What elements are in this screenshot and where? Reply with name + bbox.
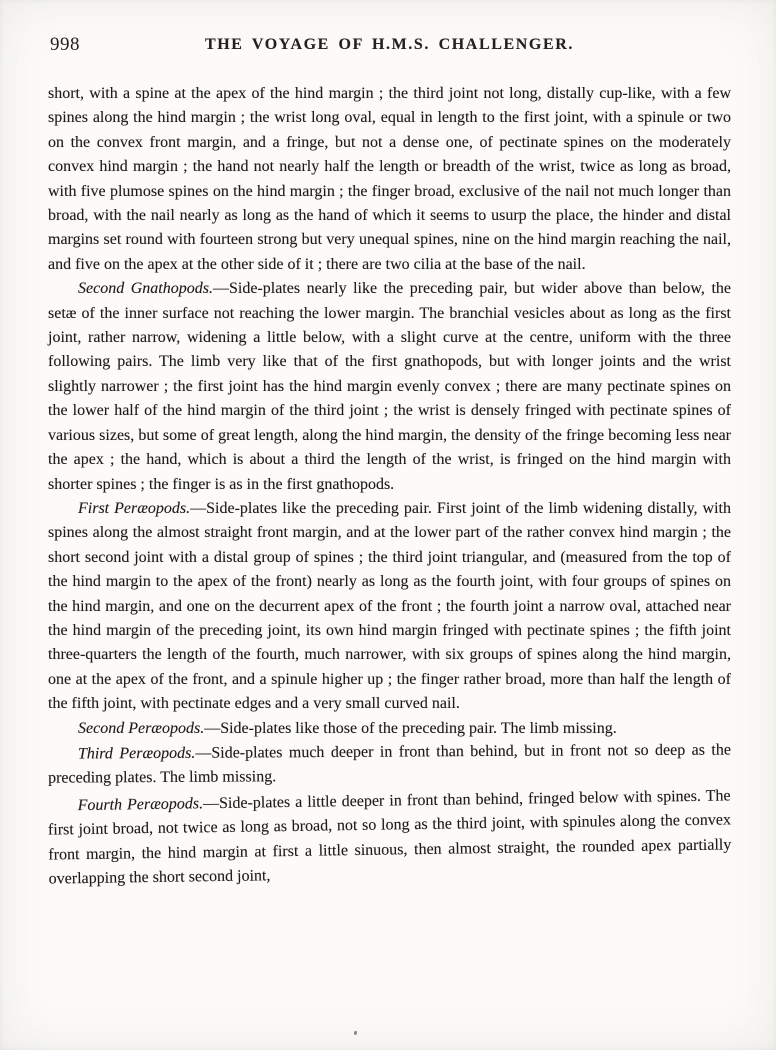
paragraph <box>48 497 731 717</box>
paragraph <box>47 784 731 892</box>
paragraph <box>48 277 731 497</box>
scan-speck <box>354 1031 357 1035</box>
paragraph <box>48 82 731 277</box>
running-head <box>48 36 731 60</box>
paragraph-text: —Side-plates a little deeper in front than behind, fringed below with spines. The first joint broad, not twice as long as broad, not so long as the third joint, with spinules along the convex front margin, the hind margin at first a little sinuous, then almost straight, the rounded apex partially overlapping the short second joint, <box>47 787 732 888</box>
paragraph-text: —Side-plates nearly like the preceding pair, but wider above than below, the setæ of the inner surface not reaching the lower margin. The branchial vesicles about as long as the first joint, rather narrow, widening a little below, with a slight curve at the centre, uniform with the three following pairs. The limb very like that of the first gnathopods, but with longer joints and the wrist slightly narrower ; the first joint has the hind margin evenly convex ; there are many pectinate spines on the lower half of the hind margin of the third joint ; the wrist is densely fringed with pectinate spines of various sizes, but some of great length, along the hind margin, the density of the fringe becoming less near the apex ; the hand, which is about a third the length of the wrist, is fringed on the hind margin with shorter spines ; the finger is as in the first gnathopods. <box>48 280 731 493</box>
paragraph-lead: Second Gnathopods. <box>78 280 213 298</box>
paragraph-text: short, with a spine at the apex of the hind margin ; the third joint not long, distally cup-like, with a few spines along the hind margin ; the wrist long oval, equal in length to the first joint, with a spinule or two on the convex front margin, and a fringe, but not a dense one, of pectinate spines on the moderately convex hind margin ; the hand not nearly half the length or breadth of the wrist, twice as long as broad, with five plumose spines on the hind margin ; the finger broad, exclusive of the nail not much longer than broad, with the nail nearly as long as the hand of which it seems to usurp the place, the hinder and distal margins set round with fourteen strong but very unequal spines, nine on the hind margin reaching the nail, and five on the apex at the other side of it ; there are two cilia at the base of the nail. <box>48 85 731 273</box>
paragraph-text: —Side-plates like the preceding pair. First joint of the limb widening distally, with spines along the almost straight front margin, and at the lower part of the rather convex hind margin ; the short second joint with a distal group of spines ; the third joint triangular, and (measured from the top of the hind margin to the apex of the front) nearly as long as the fourth joint, with four groups of spines on the hind margin, and one on the decurrent apex of the front ; the fourth joint a narrow oval, attached near the hind margin of the preceding joint, its own hind margin fringed with pectinate spines ; the fifth joint three-quarters the length of the fourth, much narrower, with six groups of spines along the hind margin, one at the apex of the front, and a spinule higher up ; the finger rather broad, more than half the length of the fifth joint, with pectinate edges and a very small curved nail. <box>48 499 731 713</box>
paragraph-text: —Side-plates like those of the preceding pair. The limb missing. <box>204 719 617 737</box>
page-number: 998 <box>50 34 80 55</box>
paragraph-text: —Side-plates much deeper in front than behind, but in front not so deep as the preceding plates. The limb missing. <box>48 741 731 788</box>
paragraph <box>48 738 731 791</box>
paragraph-lead: Second Peræopods. <box>78 719 205 737</box>
paragraph-lead: Fourth Peræopods. <box>77 795 204 814</box>
paragraph-lead: Third Peræopods. <box>77 744 196 763</box>
body-text <box>48 82 731 887</box>
paragraph <box>48 717 731 741</box>
running-title: THE VOYAGE OF H.M.S. CHALLENGER. <box>204 36 574 53</box>
paragraph-lead: First Peræopods. <box>78 499 191 517</box>
